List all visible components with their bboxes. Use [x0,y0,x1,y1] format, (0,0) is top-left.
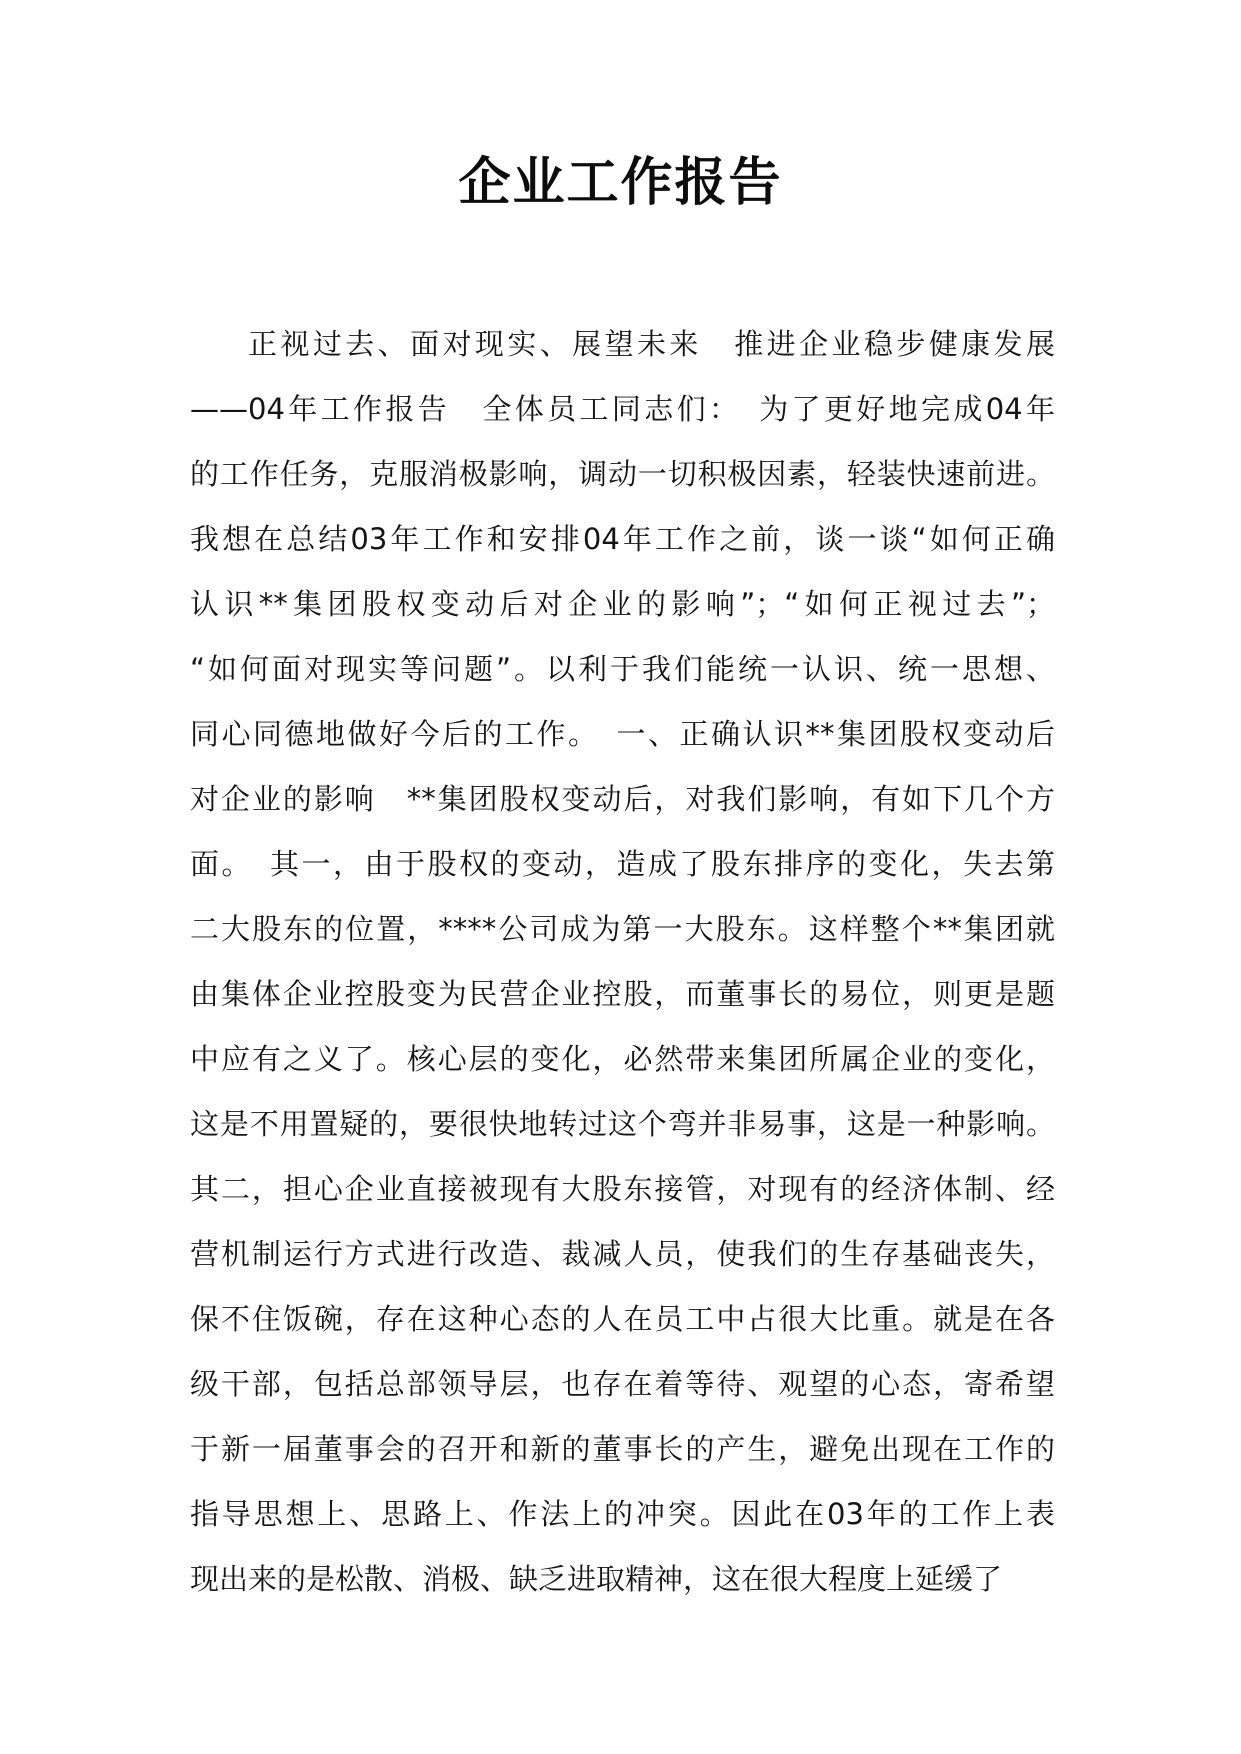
body-line: 保不住饭碗，存在这种心态的人在员工中占很大比重。就是在各 [190,1302,1055,1336]
body-line: 我想在总结03年工作和安排04年工作之前，谈一谈“如何正确 [190,522,1055,556]
body-line: 这是不用置疑的，要很快地转过这个弯并非易事，这是一种影响。 [190,1107,1055,1141]
body-line: 于新一届董事会的召开和新的董事长的产生，避免出现在工作的 [190,1432,1055,1466]
document-title: 企业工作报告 [458,152,783,213]
body-line: 的工作任务，克服消极影响，调动一切积极因素，轻装快速前进。 [190,457,1055,491]
body-line: 营机制运行方式进行改造、裁减人员，使我们的生存基础丧失， [190,1237,1055,1271]
body-line: 中应有之义了。核心层的变化，必然带来集团所属企业的变化， [190,1042,1055,1076]
body-line: 正视过去、面对现实、展望未来 推进企业稳步健康发展 [248,327,1055,361]
body-line: 同心同德地做好今后的工作。 一、正确认识**集团股权变动后 [190,717,1055,751]
body-line: 由集体企业控股变为民营企业控股，而董事长的易位，则更是题 [190,977,1055,1011]
body-line: 认识**集团股权变动后对企业的影响”；“如何正视过去”； [190,587,1055,621]
body-line: 级干部，包括总部领导层，也存在着等待、观望的心态，寄希望 [190,1367,1055,1401]
body-line: 二大股东的位置，****公司成为第一大股东。这样整个**集团就 [190,912,1055,946]
body-line: 指导思想上、思路上、作法上的冲突。因此在03年的工作上表 [190,1497,1055,1531]
document-body [190,312,1055,1612]
body-line: ——04年工作报告 全体员工同志们： 为了更好地完成04年 [190,392,1055,426]
body-line: 对企业的影响 **集团股权变动后，对我们影响，有如下几个方 [190,782,1055,816]
body-line: 其二，担心企业直接被现有大股东接管，对现有的经济体制、经 [190,1172,1055,1206]
body-line: “如何面对现实等问题”。以利于我们能统一认识、统一思想、 [190,652,1055,686]
body-line: 面。 其一，由于股权的变动，造成了股东排序的变化，失去第 [190,847,1055,881]
body-line: 现出来的是松散、消极、缺乏进取精神，这在很大程度上延缓了 [190,1562,1003,1596]
